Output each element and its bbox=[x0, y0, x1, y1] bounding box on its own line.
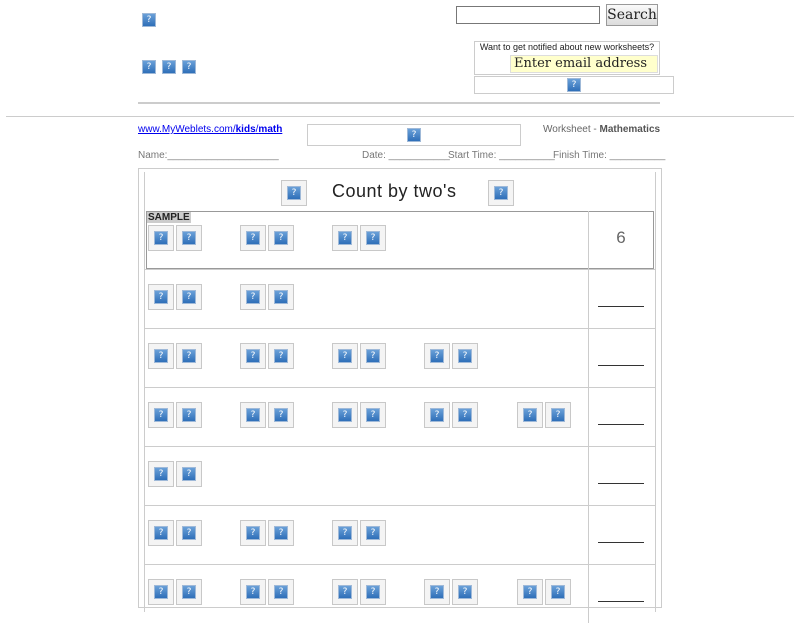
answer-column-divider bbox=[588, 269, 589, 328]
object-icon: ? bbox=[246, 526, 260, 540]
object-icon: ? bbox=[182, 231, 196, 245]
row-divider bbox=[144, 387, 656, 388]
count-tile bbox=[517, 402, 543, 428]
count-tile bbox=[148, 461, 174, 487]
sample-label: SAMPLE bbox=[148, 212, 190, 223]
count-tile bbox=[268, 579, 294, 605]
object-icon: ? bbox=[182, 290, 196, 304]
header-banner bbox=[307, 124, 521, 146]
date-field: Date: ___________ bbox=[362, 150, 450, 161]
logo-icon: ? bbox=[142, 13, 156, 27]
object-icon: ? bbox=[274, 526, 288, 540]
nav-icon-2[interactable]: ? bbox=[162, 60, 176, 74]
object-icon: ? bbox=[366, 526, 380, 540]
object-icon: ? bbox=[338, 349, 352, 363]
object-icon: ? bbox=[246, 585, 260, 599]
object-icon: ? bbox=[182, 585, 196, 599]
count-tile bbox=[517, 579, 543, 605]
answer-blank[interactable] bbox=[598, 483, 644, 484]
count-tile bbox=[240, 343, 266, 369]
count-tile bbox=[452, 343, 478, 369]
object-icon: ? bbox=[458, 349, 472, 363]
object-icon: ? bbox=[430, 349, 444, 363]
object-icon: ? bbox=[154, 526, 168, 540]
submit-icon: ? bbox=[567, 78, 581, 92]
title-right-icon: ? bbox=[494, 186, 508, 200]
count-tile bbox=[424, 343, 450, 369]
divider bbox=[6, 116, 794, 117]
count-tile bbox=[148, 520, 174, 546]
search-button[interactable]: Search bbox=[606, 4, 658, 26]
finish-time-field: Finish Time: __________ bbox=[553, 150, 666, 161]
start-time-field: Start Time: __________ bbox=[448, 150, 555, 161]
count-tile bbox=[148, 579, 174, 605]
count-tile bbox=[360, 520, 386, 546]
object-icon: ? bbox=[338, 526, 352, 540]
object-icon: ? bbox=[182, 408, 196, 422]
object-icon: ? bbox=[458, 585, 472, 599]
object-icon: ? bbox=[338, 408, 352, 422]
object-icon: ? bbox=[366, 231, 380, 245]
title-left-tile bbox=[281, 180, 307, 206]
answer-blank[interactable] bbox=[598, 306, 644, 307]
count-tile bbox=[360, 579, 386, 605]
count-tile bbox=[424, 402, 450, 428]
count-tile bbox=[424, 579, 450, 605]
object-icon: ? bbox=[366, 585, 380, 599]
count-tile bbox=[452, 579, 478, 605]
count-tile bbox=[176, 461, 202, 487]
nav-icon-1[interactable]: ? bbox=[142, 60, 156, 74]
object-icon: ? bbox=[246, 231, 260, 245]
object-icon: ? bbox=[274, 585, 288, 599]
count-tile bbox=[360, 402, 386, 428]
site-link[interactable]: www.MyWeblets.com/kids/math bbox=[138, 124, 283, 135]
object-icon: ? bbox=[430, 408, 444, 422]
answer-column-divider bbox=[588, 211, 589, 269]
email-field[interactable]: Enter email address bbox=[510, 55, 658, 73]
banner-icon: ? bbox=[407, 128, 421, 142]
divider bbox=[138, 102, 660, 104]
count-tile bbox=[332, 520, 358, 546]
answer-column-divider bbox=[588, 387, 589, 446]
count-tile bbox=[148, 343, 174, 369]
object-icon: ? bbox=[338, 231, 352, 245]
object-icon: ? bbox=[274, 408, 288, 422]
answer-blank[interactable] bbox=[598, 365, 644, 366]
sample-answer: 6 bbox=[616, 228, 626, 247]
count-tile bbox=[240, 284, 266, 310]
count-tile bbox=[176, 225, 202, 251]
title-left-icon: ? bbox=[287, 186, 301, 200]
object-icon: ? bbox=[154, 290, 168, 304]
count-tile bbox=[332, 579, 358, 605]
count-tile bbox=[176, 402, 202, 428]
count-tile bbox=[332, 402, 358, 428]
row-divider bbox=[144, 328, 656, 329]
count-tile bbox=[360, 225, 386, 251]
row-divider bbox=[144, 269, 656, 270]
count-tile bbox=[268, 520, 294, 546]
answer-blank[interactable] bbox=[598, 601, 644, 602]
nav-icon-3[interactable]: ? bbox=[182, 60, 196, 74]
object-icon: ? bbox=[274, 231, 288, 245]
object-icon: ? bbox=[458, 408, 472, 422]
object-icon: ? bbox=[154, 585, 168, 599]
row-divider bbox=[144, 505, 656, 506]
title-right-tile bbox=[488, 180, 514, 206]
answer-blank[interactable] bbox=[598, 542, 644, 543]
answer-column-divider bbox=[588, 328, 589, 387]
object-icon: ? bbox=[366, 349, 380, 363]
count-tile bbox=[452, 402, 478, 428]
count-tile bbox=[332, 343, 358, 369]
object-icon: ? bbox=[551, 408, 565, 422]
count-tile bbox=[268, 225, 294, 251]
object-icon: ? bbox=[182, 526, 196, 540]
count-tile bbox=[148, 284, 174, 310]
count-tile bbox=[240, 579, 266, 605]
search-input[interactable] bbox=[456, 6, 600, 24]
count-tile bbox=[268, 343, 294, 369]
answer-column-divider bbox=[588, 505, 589, 564]
answer-column-divider bbox=[588, 446, 589, 505]
count-tile bbox=[545, 402, 571, 428]
object-icon: ? bbox=[523, 585, 537, 599]
count-tile bbox=[176, 284, 202, 310]
object-icon: ? bbox=[523, 408, 537, 422]
object-icon: ? bbox=[430, 585, 444, 599]
object-icon: ? bbox=[274, 349, 288, 363]
answer-blank[interactable] bbox=[598, 424, 644, 425]
count-tile bbox=[176, 343, 202, 369]
object-icon: ? bbox=[246, 349, 260, 363]
object-icon: ? bbox=[246, 408, 260, 422]
count-tile bbox=[360, 343, 386, 369]
row-divider bbox=[144, 564, 656, 565]
object-icon: ? bbox=[154, 349, 168, 363]
worksheet-title: Count by two's bbox=[332, 181, 457, 201]
count-tile bbox=[545, 579, 571, 605]
count-tile bbox=[176, 579, 202, 605]
row-divider bbox=[144, 446, 656, 447]
object-icon: ? bbox=[154, 467, 168, 481]
count-tile bbox=[332, 225, 358, 251]
object-icon: ? bbox=[246, 290, 260, 304]
count-tile bbox=[240, 225, 266, 251]
object-icon: ? bbox=[154, 231, 168, 245]
object-icon: ? bbox=[551, 585, 565, 599]
count-tile bbox=[176, 520, 202, 546]
count-tile bbox=[240, 402, 266, 428]
object-icon: ? bbox=[182, 467, 196, 481]
object-icon: ? bbox=[366, 408, 380, 422]
object-icon: ? bbox=[182, 349, 196, 363]
count-tile bbox=[148, 402, 174, 428]
sample-row bbox=[146, 211, 654, 269]
object-icon: ? bbox=[274, 290, 288, 304]
object-icon: ? bbox=[338, 585, 352, 599]
answer-column-divider bbox=[588, 564, 589, 623]
notify-submit-button[interactable] bbox=[474, 76, 674, 94]
count-tile bbox=[240, 520, 266, 546]
worksheet-subject: Worksheet - Mathematics bbox=[543, 124, 661, 135]
name-field: Name:____________________ bbox=[138, 150, 279, 161]
count-tile bbox=[268, 284, 294, 310]
object-icon: ? bbox=[154, 408, 168, 422]
count-tile bbox=[148, 225, 174, 251]
notify-label: Want to get notified about new worksheets? bbox=[479, 42, 655, 52]
count-tile bbox=[268, 402, 294, 428]
